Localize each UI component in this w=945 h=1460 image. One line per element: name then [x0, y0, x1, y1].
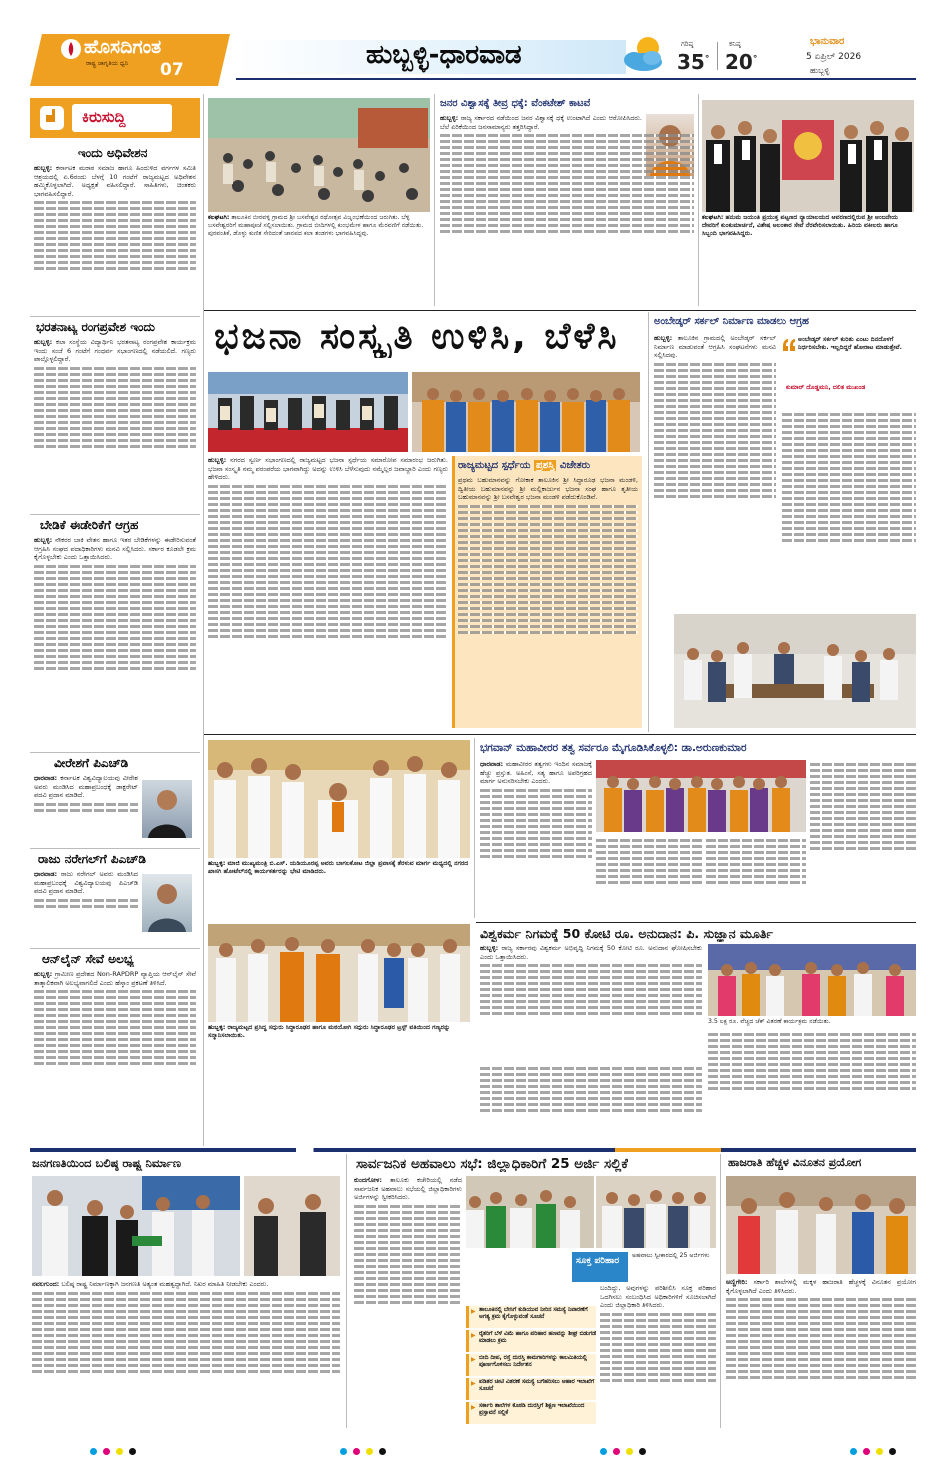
- caption-text: ರಾಜ್ಯಮಟ್ಟದ ಪ್ರಸಿದ್ಧ ಸದ್ಗುರು ಸಿದ್ಧಾರೂಢರ ಹಾಗೂ ಮಠಯೋಗಿ ಸದ್ಗುರು ಸಿದ್ಧಾರೂಢರ ಟ್ರಸ್ಟ್ ವತಿಯಿಂದ ಗಣ್ಯರನ್ನು ಸನ್ಮಾನಿಸಲಾಯಿತು.: [208, 1024, 451, 1039]
- vishwakarma-head: ವಿಶ್ವಕರ್ಮ ನಿಗಮಕ್ಕೆ 50 ಕೋಟಿ ರೂ. ಅನುದಾನ: ಪಿ. ಸುಜ್ಞಾನ ಮೂರ್ತಿ: [480, 926, 773, 941]
- sidebar: [30, 92, 200, 1147]
- dateline: ಅಣ್ಣಿಗೇರಿ:: [726, 1278, 748, 1286]
- census-photo-2: [244, 1176, 340, 1276]
- bullet-arrow-icon: ▶: [471, 1332, 476, 1339]
- sidebar-item-body: [34, 970, 196, 1140]
- min-temp-label: ಕನಿಷ್ಠ: [729, 40, 741, 48]
- mahaveer-body-3: [706, 836, 806, 920]
- dateline: ಹುಬ್ಬಳ್ಳಿ:: [480, 944, 499, 952]
- winners-box-body: [458, 476, 638, 724]
- sidebar-item-head: ಆನ್‌ಲೈನ್ ಸೇವೆ ಅಲಭ್ಯ: [42, 952, 134, 966]
- sukta-body: [600, 1284, 716, 1422]
- max-temp-value: 35: [677, 50, 705, 74]
- lead: ಕರ್ನಾಟಕ ವಿಶ್ವವಿದ್ಯಾಲಯವು ವೀರೇಶ ಅವರು ಮಂಡಿಸಿದ ಮಹಾಪ್ರಬಂಧಕ್ಕೆ ಡಾಕ್ಟರೇಟ್ ಪದವಿ ಪ್ರದಾನ ಮಾಡಿದೆ.: [34, 774, 138, 799]
- sidebar-item-head: ರಾಜು ನರೇಗಲ್‌ಗೆ ಪಿಎಚ್‌ಡಿ: [38, 852, 146, 866]
- rath-caption: [208, 214, 430, 298]
- mahaveer-photo: [596, 760, 806, 832]
- registration-marks: [0, 1440, 945, 1452]
- sidebar-item-head: ವೀರೇಶಗೆ ಪಿಎಚ್‌ಡಿ: [54, 756, 129, 770]
- vishwakarma-body-1: [480, 944, 702, 1062]
- anjaneya-photo: [702, 100, 914, 212]
- vishwakarma-body-3: [708, 1030, 916, 1144]
- sidebar-item-body: [34, 870, 138, 944]
- caption-text: 3.5 ಲಕ್ಷ ರೂ. ವೆಚ್ಚದ ಚೆಕ್ ವಿತರಣೆ ಕಾರ್ಯಕ್ರಮ ನಡೆಯಿತು.: [708, 1018, 831, 1025]
- dateline: ನವಲಗುಂದ:: [32, 1280, 60, 1288]
- caption-text: ತಾಲೂಕಿನ ಬೀರವಳ್ಳಿ ಗ್ರಾಮದ ಶ್ರೀ ಬಸವೇಶ್ವರ ರಥೋತ್ಸವ ವಿಜೃಂಭಣೆಯಿಂದ ಜರುಗಿತು. ಬೆಳ್ಳಿ ಬಸವೇಶ್ವರರಿಗೆ ಮಹಾಪೂಜೆ ಸಲ್ಲಿಸಲಾಯಿತು. ಗ್ರಾಮದ ಬೀದಿಗಳಲ್ಲಿ ಕುಂಭಮೇಳ ಹಾಗೂ ಮೆರವಣಿಗೆ ನಡೆಯಿತು. ಪುರವಂತಿಕೆ, ಡೊಳ್ಳು ಕುಣಿತ ಸೇರಿದಂತೆ ಜಾನಪದ ಕಲಾ ತಂಡಗಳು ಭಾಗವಹಿಸಿದ್ದವು.: [208, 214, 424, 237]
- day: ಭಾನುವಾರ: [810, 36, 845, 47]
- lead: ಕರ್ನಾಟಕ ಮರಾಠ ಸಮಾಜ ಹಾಗೂ ಹಿಂದುಳಿದ ವರ್ಗಗಳ ಸಮಿತಿ ಆಶ್ರಯದಲ್ಲಿ ಏ.6ರಂದು ಬೆಳಗ್ಗೆ 10 ಗಂಟೆಗೆ ರಾಜ್ಯಮಟ್ಟದ ಅಧಿವೇಶನ ಹಮ್ಮಿಕೊಳ್ಳಲಾಗಿದೆ. ಅಧ್ಯಕ್ಷತೆ ವಹಿಸಲಿದ್ದಾರೆ. ಸಾಹಿತಿಗಳು, ಚಿಂತಕರು ಭಾಗವಹಿಸಲಿದ್ದಾರೆ.: [34, 164, 196, 198]
- date: 5 ಏಪ್ರಿಲ್ 2026: [806, 52, 862, 62]
- quote-box: [782, 336, 916, 406]
- column-rule: [474, 738, 475, 918]
- centre-story-head: ಜನರ ವಿಶ್ವಾಸಕ್ಕೆ ತೀವ್ರ ಧಕ್ಕೆ: ವೆಂಕಟೇಶ್ ಕಾಟವೆ: [440, 98, 591, 109]
- caption-dateline: ಕಲಘಟಗಿ:: [208, 214, 230, 221]
- column-rule: [720, 1154, 721, 1428]
- bullet-item: [466, 1402, 596, 1424]
- dateline: ಹುಬ್ಬಳ್ಳಿ:: [34, 164, 53, 172]
- bullet-text: ಸರ್ಕಾರಿ ಶಾಲೆಗಳ ಕೊಠಡಿ ದುರಸ್ತಿಗೆ ಶಿಕ್ಷಣ ಇಲಾಖೆಯಿಂದ ಪ್ರಸ್ತಾವನೆ ಸಲ್ಲಿಕೆ: [479, 1403, 585, 1416]
- temp-divider: [717, 42, 718, 70]
- caption-text: ಹನುಮ ಜಯಂತಿ ಪ್ರಯುಕ್ತ ಪಟ್ಟಣದ ನ್ಯಾಯಾಲಯದ ಆವರಣದಲ್ಲಿರುವ ಶ್ರೀ ಆಂಜನೇಯ ದೇವರಿಗೆ ಕುಂಕುಮಾರ್ಚನೆ, ವಿಶೇಷ ಅಲಂಕಾರ ಸೇವೆ ನೆರವೇರಿಸಲಾಯಿತು. ಹಿರಿಯ ವಕೀಲರು ಹಾಗೂ ಸಿಬ್ಬಂದಿ ಭಾಗವಹಿಸಿದ್ದರು.: [702, 214, 898, 237]
- column-rule: [203, 94, 204, 1146]
- yeddy-photo: [208, 740, 470, 858]
- min-temp-value: 20: [725, 50, 753, 74]
- mahaveer-body-1: [480, 760, 592, 920]
- mahaveer-body-2: [596, 836, 702, 920]
- lead: ನಗರದ ಸ್ವರ್ಣ ಸಭಾಂಗಣದಲ್ಲಿ ರಾಜ್ಯಮಟ್ಟದ ಭಜನಾ ಸ್ಪರ್ಧೆಯ ಸಮಾರೋಪ ಸಮಾರಂಭ ಜರುಗಿತು. ಭಜನಾ ಸಂಸ್ಕೃತಿ ನಮ್ಮ ಪರಂಪರೆಯ ಭಾಗವಾಗಿದ್ದು ಅದನ್ನು ಉಳಿಸಿ ಬೆಳೆಸುವುದು ನಮ್ಮೆಲ್ಲರ ಜವಾಬ್ದಾರಿ ಎಂದು ಗಣ್ಯರು ಹೇಳಿದರು.: [208, 456, 448, 481]
- rath-photo: [208, 98, 430, 212]
- quote-icon: [782, 338, 796, 352]
- hand-point-icon: [36, 102, 68, 134]
- min-temp: [725, 50, 757, 74]
- dateline: ಹುಬ್ಬಳ್ಳಿ:: [34, 338, 53, 346]
- dateline: ಹುಬ್ಬಳ್ಳಿ:: [208, 456, 227, 464]
- lead: ರಾಜು ನರೇಗಲ್ ಅವರು ಮಂಡಿಸಿದ ಮಹಾಪ್ರಬಂಧಕ್ಕೆ ವಿಶ್ವವಿದ್ಯಾಲಯವು ಪಿಎಚ್‌ಡಿ ಪದವಿ ಪ್ರದಾನ ಮಾಡಿದೆ.: [34, 870, 138, 895]
- bullet-item: [466, 1354, 596, 1376]
- census-head: ಜನಗಣತಿಯಿಂದ ಬಲಿಷ್ಠ ರಾಷ್ಟ್ರ ನಿರ್ಮಾಣ: [32, 1156, 182, 1170]
- max-temp: [677, 50, 709, 74]
- lead: ತಾಲೂಕು ಕಚೇರಿಯಲ್ಲಿ ನಡೆದ ಸಾರ್ವಜನಿಕ ಅಹವಾಲು ಸಭೆಯಲ್ಲಿ ಜಿಲ್ಲಾಧಿಕಾರಿಗಳು ಅರ್ಜಿಗಳನ್ನು ಸ್ವೀಕರಿಸಿದರು.: [354, 1176, 462, 1201]
- bullet-text: ತಾಲೂಕಿನಲ್ಲಿ ಬೇಸಿಗೆ ಕುಡಿಯುವ ನೀರಿನ ಸಮಸ್ಯೆ ನಿವಾರಣೆಗೆ ಅಗತ್ಯ ಕ್ರಮ ಕೈಗೊಳ್ಳುವಂತೆ ಸೂಚನೆ: [479, 1307, 588, 1320]
- bhajana-team-photo: [412, 372, 640, 452]
- lead: ಗ್ರಾಮೀಣ ಪ್ರದೇಶದ Non-RAPDRP ವ್ಯಾಪ್ತಿಯ ಆನ್‌ಲೈನ್ ಸೇವೆ ತಾತ್ಕಾಲಿಕವಾಗಿ ಅಲಭ್ಯವಾಗಲಿದೆ ಎಂದು ಹೆಸ್ಕಾಂ ಪ್ರಕಟಣೆ ತಿಳಿಸಿದೆ.: [34, 970, 196, 987]
- lead: ಬಲಿಷ್ಠ ರಾಷ್ಟ್ರ ನಿರ್ಮಾಣಕ್ಕಾಗಿ ಜನಗಣತಿ ಅತ್ಯಂತ ಮಹತ್ವದ್ದಾಗಿದೆ. ನಿಖರ ಮಾಹಿತಿ ನೀಡಬೇಕು ಎಂದರು.: [61, 1280, 269, 1288]
- janata-darshan-photo-2: [596, 1176, 716, 1248]
- divider: [30, 848, 200, 849]
- bullet-text: ರೈತರಿಗೆ ಬೆಳೆ ವಿಮೆ ಹಾಗೂ ಪರಿಹಾರ ಹಣವನ್ನು ಶೀಘ್ರ ಬಿಡುಗಡೆ ಮಾಡಲು ಕ್ರಮ: [479, 1331, 597, 1344]
- dateline: ಧಾರವಾಡ:: [34, 870, 58, 878]
- row-rule: [204, 310, 916, 311]
- lead: ತಾಲೂಕಿನ ಗ್ರಾಮದಲ್ಲಿ ಅಂಬೇಡ್ಕರ್ ಸರ್ಕಲ್ ನಿರ್ಮಾಣ ಮಾಡುವಂತೆ ಆಗ್ರಹಿಸಿ ಸಂಘಟನೆಗಳು ಮನವಿ ಸಲ್ಲಿಸಿದವು.: [654, 334, 776, 359]
- bullet-arrow-icon: ▶: [471, 1356, 476, 1363]
- column-rule: [698, 94, 699, 306]
- bhajana-photo: [208, 372, 408, 452]
- dateline: ಧಾರವಾಡ:: [34, 774, 58, 782]
- ambedkar-photo: [674, 614, 916, 728]
- attendance-photo: [726, 1176, 916, 1274]
- lead: ಮಹಾವೀರರ ತತ್ವಗಳು ಇಂದಿನ ಸಮಾಜಕ್ಕೆ ಹೆಚ್ಚು ಪ್ರಸ್ತುತ. ಅಹಿಂಸೆ, ಸತ್ಯ ಹಾಗೂ ಅಪರಿಗ್ರಹದ ಮಾರ್ಗ ಅನುಸರಿಸಬೇಕು ಎಂದರು.: [480, 760, 592, 785]
- trust-caption: [208, 1024, 470, 1072]
- cmyk-dots: [600, 1440, 652, 1459]
- portrait-veeresh: [142, 780, 192, 838]
- winners-box-title: [458, 460, 590, 471]
- dateline: ಕುಂದಗೋಳ:: [354, 1176, 382, 1184]
- brand-logo-icon: [60, 38, 82, 60]
- lead: ರಾಜ್ಯ ಸರ್ಕಾರದ ನಡೆಯಿಂದ ಜನರ ವಿಶ್ವಾಸಕ್ಕೆ ಧಕ್ಕೆ ಉಂಟಾಗಿದೆ ಎಂದು ಆರೋಪಿಸಿದರು. ಬೆಲೆ ಏರಿಕೆಯಿಂದ ಜನಸಾಮಾನ್ಯರು ತತ್ತರಿಸಿದ್ದಾರೆ.: [440, 114, 642, 131]
- title-part-c: ವಿಜೇತರು: [556, 460, 591, 471]
- lead: ರಾಜ್ಯ ಸರ್ಕಾರವು ವಿಶ್ವಕರ್ಮ ಅಭಿವೃದ್ಧಿ ನಿಗಮಕ್ಕೆ 50 ಕೋಟಿ ರೂ. ಅನುದಾನ ಘೋಷಿಸಬೇಕು ಎಂದು ಒತ್ತಾಯಿಸಿದರು.: [480, 944, 702, 961]
- mahaveer-body-4: [810, 760, 916, 920]
- masthead: [0, 0, 945, 92]
- bullet-list: [466, 1306, 596, 1426]
- sidebar-item-body: [34, 774, 138, 844]
- main-headline: ಭಜನಾ ಸಂಸ್ಕೃತಿ ಉಳಿಸಿ, ಬೆಳೆಸಿ: [214, 316, 620, 357]
- yeddy-caption: [208, 860, 470, 916]
- lead: ಕಲಾ ಸಂಸ್ಥೆಯ ವಿದ್ಯಾರ್ಥಿನಿ ಭರತನಾಟ್ಯ ರಂಗಪ್ರವೇಶ ಕಾರ್ಯಕ್ರಮ ಇಂದು ಸಂಜೆ 6 ಗಂಟೆಗೆ ಗಂಧರ್ವ ಸಭಾಂಗಣದಲ್ಲಿ ನಡೆಯಲಿದೆ. ಗಣ್ಯರು ಪಾಲ್ಗೊಳ್ಳಲಿದ್ದಾರೆ.: [34, 338, 196, 363]
- ambedkar-head: ಅಂಬೇಡ್ಕರ್ ಸರ್ಕಲ್ ನಿರ್ಮಾಣ ಮಾಡಲು ಆಗ್ರಹ: [654, 316, 809, 327]
- sidebar-item-head: ಬೇಡಿಕೆ ಈಡೇರಿಕೆಗೆ ಆಗ್ರಹ: [40, 518, 139, 532]
- divider: [30, 514, 200, 515]
- sukta-text: ಬಂದಿದ್ದು, ಅವುಗಳನ್ನು ಪರಿಶೀಲಿಸಿ ಸೂಕ್ತ ಪರಿಹಾರ ಒದಗಿಸಲು ಸಂಬಂಧಿಸಿದ ಅಧಿಕಾರಿಗಳಿಗೆ ಸೂಚಿಸಲಾಗಿದೆ ಎಂದು ಜಿಲ್ಲಾಧಿಕಾರಿ ತಿಳಿಸಿದರು.: [600, 1284, 716, 1309]
- cmyk-dots: [340, 1440, 392, 1459]
- page-number: 07: [160, 60, 184, 80]
- title-part-b: ಪ್ರಶಸ್ತಿ: [535, 460, 555, 471]
- mahaveer-head: ಭಗವಾನ್ ಮಹಾವೀರರ ತತ್ವ ಸರ್ವರೂ ಮೈಗೂಡಿಸಿಕೊಳ್ಳಲಿ: ಡಾ.ಅರುಣಕುಮಾರ: [480, 742, 747, 754]
- dateline: ಹುಬ್ಬಳ್ಳಿ:: [654, 334, 673, 342]
- caption-dateline: ಹುಬ್ಬಳ್ಳಿ:: [208, 1024, 226, 1031]
- dateline: ಹುಬ್ಬಳ್ಳಿ:: [34, 970, 53, 978]
- caption-dateline: ಕಲಘಟಗಿ:: [702, 214, 724, 221]
- ambedkar-body-2: [782, 410, 916, 610]
- cmyk-dots: [90, 1440, 142, 1459]
- sukta-side: ಅಹವಾಲು ಸ್ವೀಕಾರದಲ್ಲಿ 25 ಅರ್ಜಿಗಳು: [632, 1252, 710, 1259]
- janata-darshan-body-1: [354, 1176, 462, 1396]
- dateline: ಧಾರವಾಡ:: [480, 760, 504, 768]
- title-part-a: ರಾಜ್ಯಮಟ್ಟದ ಸ್ಪರ್ಧೆಯ: [458, 460, 534, 471]
- bullet-text: ಪಡಿತರ ಚೀಟಿ ವಿತರಣೆ ಸಮಸ್ಯೆ ಬಗೆಹರಿಸಲು ಆಹಾರ ಇಲಾಖೆಗೆ ಸೂಚನೆ: [479, 1379, 595, 1392]
- divider: [30, 752, 200, 753]
- census-body: [32, 1280, 340, 1428]
- masthead-rule: [236, 78, 916, 80]
- row-rule: [476, 922, 916, 923]
- main-story-body: [208, 456, 448, 726]
- dateline: ಹುಬ್ಬಳ್ಳಿ:: [34, 536, 53, 544]
- bullet-arrow-icon: ▶: [471, 1404, 476, 1411]
- row-rule: [204, 734, 916, 735]
- weather-icon: [618, 32, 674, 76]
- lead: ನೌಕರರ ಬಾಕಿ ವೇತನ ಹಾಗೂ ಇತರ ಬೇಡಿಕೆಗಳನ್ನು ಈಡೇರಿಸುವಂತೆ ಆಗ್ರಹಿಸಿ ಸಂಘದ ಪದಾಧಿಕಾರಿಗಳು ಮನವಿ ಸಲ್ಲಿಸಿದರು. ಸರ್ಕಾರ ಕೂಡಲೇ ಕ್ರಮ ಕೈಗೊಳ್ಳಬೇಕು ಎಂದು ಒತ್ತಾಯಿಸಿದರು.: [34, 536, 196, 561]
- sukta-title: ಸೂಕ್ತ ಪರಿಹಾರ: [576, 1256, 620, 1266]
- bullet-arrow-icon: ▶: [471, 1308, 476, 1315]
- max-temp-label: ಗರಿಷ್ಠ: [681, 40, 694, 48]
- divider: [30, 948, 200, 949]
- quote-author: ಕುಮಾರ್ ದೊಡ್ಡಮನಿ, ದಲಿತ ಮುಖಂಡ: [786, 384, 866, 391]
- sidebar-item-body: [34, 536, 196, 746]
- sidebar-item-body: [34, 164, 196, 312]
- sidebar-item-body: [34, 338, 196, 508]
- trust-photo: [208, 924, 470, 1022]
- column-rule: [434, 94, 435, 306]
- centre-story-body: [440, 114, 694, 306]
- sidebar-item-head: ಭರತನಾಟ್ಯ ರಂಗಪ್ರವೇಶ ಇಂದು: [36, 320, 155, 334]
- bullet-arrow-icon: ▶: [471, 1380, 476, 1387]
- quote-text: ಅಂಬೇಡ್ಕರ್ ಸರ್ಕಲ್ ಕುರಿತು ಎಂಟು ದಿನದೊಳಗೆ ನಿರ್ಧರಿಸಬೇಕು. ಇಲ್ಲದಿದ್ದರೆ ಹೋರಾಟ ಮಾಡುತ್ತೇವೆ.: [798, 336, 903, 351]
- tagline: ರಾಷ್ಟ್ರ ಜಾಗೃತಿಯ ಧ್ವನಿ: [86, 60, 129, 67]
- vishwakarma-photo-caption: [708, 1018, 916, 1028]
- sidebar-label: ಕಿರುಸುದ್ದಿ: [82, 108, 126, 126]
- vishwakarma-photo: [708, 944, 916, 1016]
- janata-darshan-head: ಸಾರ್ವಜನಿಕ ಅಹವಾಲು ಸಭೆ: ಜಿಲ್ಲಾಧಿಕಾರಿಗೆ 25 ಅರ್ಜಿ ಸಲ್ಲಿಕೆ: [356, 1156, 628, 1172]
- caption-dateline: ಹುಬ್ಬಳ್ಳಿ:: [208, 860, 226, 867]
- attendance-body: [726, 1278, 916, 1428]
- lead: ಸರ್ಕಾರಿ ಶಾಲೆಗಳಲ್ಲಿ ಮಕ್ಕಳ ಹಾಜರಾತಿ ಹೆಚ್ಚಳಕ್ಕೆ ವಿನೂತನ ಪ್ರಯೋಗ ಕೈಗೊಳ್ಳಲಾಗಿದೆ ಎಂದು ತಿಳಿಸಿದರು.: [726, 1278, 916, 1295]
- vishwakarma-body-2: [480, 1064, 702, 1144]
- census-photo: [32, 1176, 240, 1276]
- logo-text: ಹೊಸದಿಗಂತ: [84, 36, 162, 58]
- caption-text: ಮಾಜಿ ಮುಖ್ಯಮಂತ್ರಿ ಬಿ.ಎಸ್. ಯಡಿಯೂರಪ್ಪ ಅವರು ಬಾಗಲಕೋಟ ಜಿಲ್ಲಾ ಪ್ರವಾಸಕ್ಕೆ ತೆರಳುವ ಮಾರ್ಗ ಮಧ್ಯದಲ್ಲಿ ನಗರದ ಖಾಸಗಿ ಹೋಟೆಲ್‌ನಲ್ಲಿ ಕಾರ್ಯಕರ್ತರನ್ನು ಭೇಟಿ ಮಾಡಿದರು.: [208, 860, 469, 875]
- bullet-item: [466, 1378, 596, 1400]
- ambedkar-body-1: [654, 334, 776, 610]
- min-temp-unit: °: [752, 54, 758, 65]
- anjaneya-caption: [702, 214, 914, 306]
- bottom-band-rule: [30, 1148, 916, 1152]
- dateline: ಹುಬ್ಬಳ್ಳಿ:: [440, 114, 459, 122]
- bullet-item: [466, 1306, 596, 1328]
- lead: ಪ್ರಥಮ ಬಹುಮಾನವನ್ನು ಗೋಕಾಕ ತಾಲೂಕಿನ ಶ್ರೀ ಸಿದ್ಧಾರೂಢ ಭಜನಾ ಮಂಡಳಿ, ದ್ವಿತೀಯ ಬಹುಮಾನವನ್ನು ಶ್ರೀ ಮಲ್ಲಿಕಾರ್ಜುನ ಭಜನಾ ಸಂಘ ಹಾಗೂ ತೃತೀಯ ಬಹುಮಾನವನ್ನು ಶ್ರೀ ಬಸವೇಶ್ವರ ಭಜನಾ ಮಂಡಳಿ ಪಡೆದುಕೊಂಡಿವೆ.: [458, 476, 638, 501]
- column-rule: [648, 312, 649, 732]
- janata-darshan-photo: [466, 1176, 594, 1248]
- column-rule: [346, 1154, 347, 1428]
- city: ಹುಬ್ಬಳ್ಳಿ: [810, 66, 830, 75]
- bullet-text: ಬೀದಿ ದೀಪ, ರಸ್ತೆ ದುರಸ್ತಿ ಕಾಮಗಾರಿಗಳನ್ನು ಕಾಲಮಿತಿಯಲ್ಲಿ ಪೂರ್ಣಗೊಳಿಸಲು ನಿರ್ದೇಶನ: [479, 1355, 587, 1368]
- portrait-raju: [142, 874, 192, 932]
- sidebar-item-head: ಇಂದು ಅಧಿವೇಶನ: [78, 146, 148, 160]
- attendance-head: ಹಾಜರಾತಿ ಹೆಚ್ಚಳ ವಿನೂತನ ಪ್ರಯೋಗ: [728, 1156, 862, 1169]
- bullet-item: [466, 1330, 596, 1352]
- max-temp-unit: °: [704, 54, 710, 65]
- cmyk-dots: [850, 1440, 902, 1459]
- section-title: ಹುಬ್ಬಳ್ಳಿ-ಧಾರವಾಡ: [366, 40, 522, 70]
- divider: [30, 316, 200, 317]
